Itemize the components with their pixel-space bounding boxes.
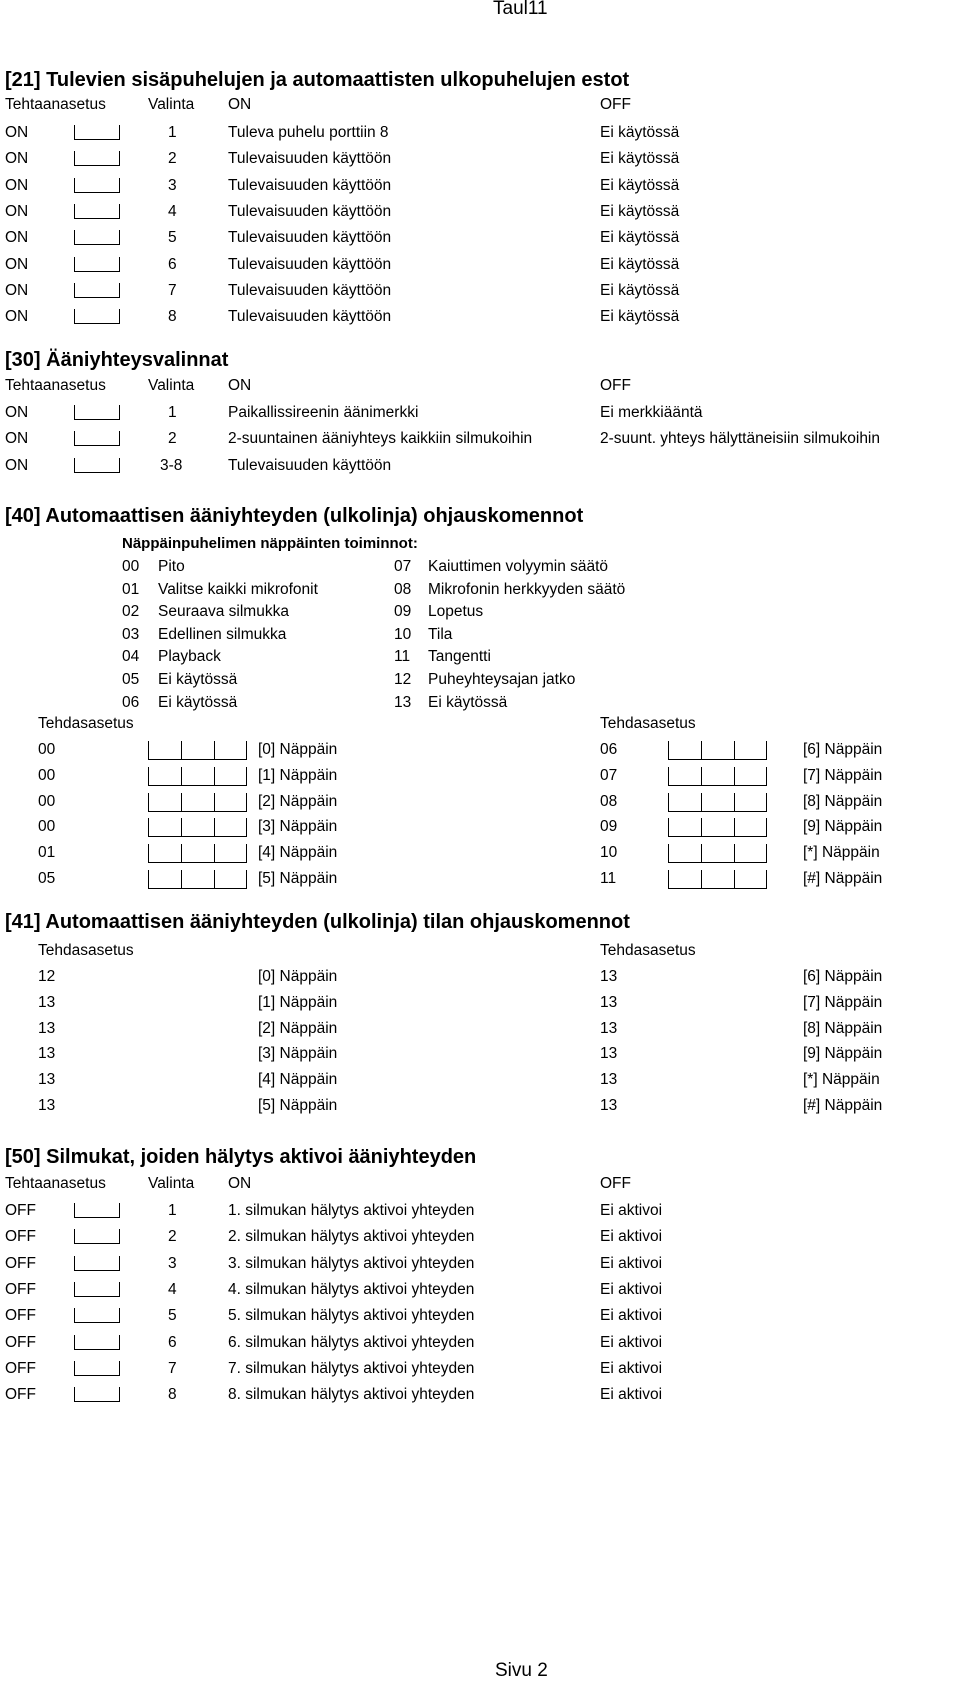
- option-number: 1: [168, 124, 177, 141]
- function-label: Mikrofonin herkkyyden säätö: [428, 580, 626, 598]
- key-label: [5] Näppäin: [258, 1097, 338, 1114]
- on-description: Tulevaisuuden käyttöön: [228, 255, 392, 273]
- key-label: [3] Näppäin: [258, 818, 338, 836]
- default-value: OFF: [5, 1254, 36, 1272]
- option-number: 4: [168, 1280, 177, 1298]
- function-label: Lopetus: [428, 603, 484, 621]
- section-title: [41] Automaattisen ääniyhteyden (ulkolinja) tilan ohjauskomennot: [5, 911, 630, 933]
- key-label: [6] Näppäin: [803, 741, 883, 758]
- entry-cell[interactable]: [214, 844, 247, 863]
- column-header: Valinta: [148, 377, 195, 394]
- key-label: [#] Näppäin: [803, 870, 883, 887]
- function-label: Tila: [428, 625, 453, 643]
- default-value: ON: [5, 404, 29, 421]
- off-description: Ei käytössä: [600, 202, 680, 220]
- column-header: Tehdasasetus: [38, 942, 134, 959]
- entry-cell[interactable]: [734, 844, 767, 863]
- column-header: OFF: [600, 1175, 631, 1192]
- key-label: [*] Näppäin: [803, 844, 880, 862]
- option-number: 5: [168, 1307, 177, 1325]
- default-value: 13: [38, 1097, 56, 1114]
- default-value: OFF: [5, 1359, 36, 1377]
- key-label: [0] Näppäin: [258, 741, 338, 758]
- function-label: Ei käytössä: [158, 671, 238, 688]
- selection-box[interactable]: [74, 1361, 120, 1376]
- section-subtitle: Näppäinpuhelimen näppäinten toiminnot:: [122, 535, 418, 552]
- default-value: 13: [600, 1045, 618, 1063]
- default-value: 11: [600, 870, 617, 887]
- entry-cell[interactable]: [701, 767, 734, 786]
- column-header: Tehdasasetus: [600, 715, 696, 732]
- on-description: 6. silmukan hälytys aktivoi yhteyden: [228, 1333, 475, 1351]
- key-label: [9] Näppäin: [803, 818, 883, 836]
- function-code: 08: [394, 580, 412, 598]
- default-value: 13: [38, 1019, 56, 1037]
- on-description: Tulevaisuuden käyttöön: [228, 150, 392, 168]
- default-value: OFF: [5, 1333, 36, 1351]
- entry-cell[interactable]: [181, 870, 214, 889]
- default-value: 07: [600, 766, 618, 784]
- key-label: [3] Näppäin: [258, 1045, 338, 1063]
- on-description: Paikallissireenin äänimerkki: [228, 404, 419, 421]
- default-value: 00: [38, 818, 56, 836]
- selection-box[interactable]: [74, 431, 120, 446]
- column-header: Tehdasasetus: [600, 942, 696, 959]
- column-header: Valinta: [148, 1175, 195, 1192]
- on-description: Tulevaisuuden käyttöön: [228, 176, 392, 194]
- entry-cell[interactable]: [181, 767, 214, 786]
- selection-box[interactable]: [74, 204, 120, 219]
- entry-cell[interactable]: [214, 818, 247, 837]
- off-description: Ei käytössä: [600, 150, 680, 168]
- section-title: [30] Ääniyhteysvalinnat: [5, 349, 229, 371]
- function-code: 12: [394, 671, 412, 688]
- default-value: ON: [5, 255, 29, 273]
- entry-cell[interactable]: [214, 741, 247, 760]
- default-value: ON: [5, 456, 29, 474]
- option-number: 6: [168, 1333, 177, 1351]
- default-value: 08: [600, 792, 618, 810]
- section-title: [21] Tulevien sisäpuhelujen ja automaattisten ulkopuhelujen estot: [5, 69, 630, 91]
- selection-box[interactable]: [74, 257, 120, 272]
- option-number: 8: [168, 1386, 177, 1404]
- on-description: 7. silmukan hälytys aktivoi yhteyden: [228, 1359, 475, 1377]
- column-header: ON: [228, 96, 252, 113]
- off-description: Ei käytössä: [600, 281, 680, 299]
- on-description: 3. silmukan hälytys aktivoi yhteyden: [228, 1254, 475, 1272]
- selection-box[interactable]: [74, 405, 120, 420]
- default-value: 00: [38, 766, 56, 784]
- key-label: [9] Näppäin: [803, 1045, 883, 1063]
- option-number: 8: [168, 308, 177, 326]
- selection-box[interactable]: [74, 178, 120, 193]
- function-code: 06: [122, 693, 140, 711]
- entry-cell[interactable]: [148, 870, 181, 889]
- selection-box[interactable]: [74, 151, 120, 166]
- default-value: ON: [5, 150, 29, 168]
- default-value: 06: [600, 741, 618, 758]
- entry-cell[interactable]: [148, 767, 181, 786]
- entry-cell[interactable]: [668, 818, 701, 837]
- selection-box[interactable]: [74, 1203, 120, 1218]
- entry-cell[interactable]: [734, 870, 767, 889]
- on-description: Tulevaisuuden käyttöön: [228, 308, 392, 326]
- option-number: 2: [168, 430, 177, 448]
- entry-cell[interactable]: [734, 741, 767, 760]
- off-description: Ei aktivoi: [600, 1280, 663, 1298]
- selection-box[interactable]: [74, 230, 120, 245]
- function-label: Tangentti: [428, 648, 491, 666]
- column-header: Tehtaanasetus: [5, 96, 106, 113]
- default-value: OFF: [5, 1307, 36, 1325]
- function-code: 00: [122, 558, 140, 575]
- on-description: Tulevaisuuden käyttöön: [228, 229, 392, 247]
- key-label: [#] Näppäin: [803, 1097, 883, 1114]
- function-code: 04: [122, 648, 140, 666]
- option-number: 7: [168, 1359, 177, 1377]
- entry-cell[interactable]: [734, 767, 767, 786]
- entry-cell[interactable]: [214, 870, 247, 889]
- option-number: 7: [168, 281, 177, 299]
- default-value: 12: [38, 968, 56, 985]
- on-description: 2-suuntainen ääniyhteys kaikkiin silmukoihin: [228, 430, 533, 448]
- column-header: ON: [228, 1175, 252, 1192]
- section-title: [40] Automaattisen ääniyhteyden (ulkolinja) ohjauskomennot: [5, 505, 584, 527]
- column-header: Tehtaanasetus: [5, 1175, 106, 1192]
- default-value: 10: [600, 844, 618, 862]
- column-header: Valinta: [148, 96, 195, 113]
- key-label: [7] Näppäin: [803, 766, 883, 784]
- column-header: OFF: [600, 377, 631, 394]
- selection-box[interactable]: [74, 1308, 120, 1323]
- default-value: 09: [600, 818, 618, 836]
- key-label: [1] Näppäin: [258, 766, 338, 784]
- off-description: Ei aktivoi: [600, 1333, 663, 1351]
- off-description: Ei käytössä: [600, 176, 680, 194]
- on-description: 4. silmukan hälytys aktivoi yhteyden: [228, 1280, 475, 1298]
- entry-cell[interactable]: [734, 818, 767, 837]
- entry-cell[interactable]: [668, 793, 701, 812]
- key-label: [8] Näppäin: [803, 792, 883, 810]
- default-value: 05: [38, 870, 56, 887]
- default-value: 13: [600, 1071, 618, 1089]
- off-description: Ei aktivoi: [600, 1254, 663, 1272]
- default-value: 00: [38, 741, 56, 758]
- entry-cell[interactable]: [148, 793, 181, 812]
- off-description: Ei aktivoi: [600, 1202, 663, 1219]
- default-value: 13: [600, 968, 618, 985]
- option-number: 1: [168, 1202, 177, 1219]
- option-number: 3: [168, 1254, 177, 1272]
- entry-cell[interactable]: [181, 844, 214, 863]
- column-header: ON: [228, 377, 252, 394]
- entry-cell[interactable]: [181, 818, 214, 837]
- key-label: [5] Näppäin: [258, 870, 338, 887]
- default-value: 13: [38, 1071, 56, 1089]
- default-value: ON: [5, 202, 29, 220]
- selection-box[interactable]: [74, 458, 120, 473]
- key-label: [2] Näppäin: [258, 1019, 338, 1037]
- off-description: 2-suunt. yhteys hälyttäneisiin silmukoihin: [600, 430, 880, 448]
- default-value: 13: [38, 1045, 56, 1063]
- default-value: OFF: [5, 1202, 36, 1219]
- function-code: 07: [394, 558, 412, 575]
- entry-cell[interactable]: [701, 793, 734, 812]
- selection-box[interactable]: [74, 1282, 120, 1297]
- function-code: 01: [122, 580, 140, 598]
- off-description: Ei käytössä: [600, 229, 680, 247]
- default-value: ON: [5, 176, 29, 194]
- entry-cell[interactable]: [701, 818, 734, 837]
- key-label: [2] Näppäin: [258, 792, 338, 810]
- option-number: 2: [168, 150, 177, 168]
- selection-box[interactable]: [74, 125, 120, 140]
- selection-box[interactable]: [74, 1387, 120, 1402]
- off-description: Ei käytössä: [600, 255, 680, 273]
- on-description: 5. silmukan hälytys aktivoi yhteyden: [228, 1307, 475, 1325]
- function-label: Seuraava silmukka: [158, 603, 289, 621]
- option-number: 3-8: [160, 456, 183, 474]
- entry-cell[interactable]: [668, 741, 701, 760]
- off-description: Ei aktivoi: [600, 1307, 663, 1325]
- on-description: Tulevaisuuden käyttöön: [228, 456, 392, 474]
- selection-box[interactable]: [74, 1256, 120, 1271]
- default-value: OFF: [5, 1386, 36, 1404]
- page-header: Taul11: [493, 0, 548, 19]
- default-value: 01: [38, 844, 56, 862]
- entry-cell[interactable]: [148, 818, 181, 837]
- off-description: Ei merkkiääntä: [600, 404, 703, 421]
- option-number: 2: [168, 1228, 177, 1246]
- entry-cell[interactable]: [701, 741, 734, 760]
- option-number: 5: [168, 229, 177, 247]
- off-description: Ei aktivoi: [600, 1386, 663, 1404]
- entry-cell[interactable]: [701, 870, 734, 889]
- function-label: Valitse kaikki mikrofonit: [158, 580, 318, 598]
- off-description: Ei käytössä: [600, 124, 680, 141]
- option-number: 4: [168, 202, 177, 220]
- key-label: [7] Näppäin: [803, 993, 883, 1011]
- entry-cell[interactable]: [701, 844, 734, 863]
- entry-cell[interactable]: [668, 767, 701, 786]
- default-value: ON: [5, 308, 29, 326]
- key-label: [4] Näppäin: [258, 1071, 338, 1089]
- page-footer: Sivu 2: [495, 1660, 548, 1681]
- default-value: 00: [38, 792, 56, 810]
- key-label: [8] Näppäin: [803, 1019, 883, 1037]
- on-description: Tuleva puhelu porttiin 8: [228, 124, 389, 141]
- key-label: [*] Näppäin: [803, 1071, 880, 1089]
- on-description: 1. silmukan hälytys aktivoi yhteyden: [228, 1202, 475, 1219]
- default-value: 13: [600, 993, 618, 1011]
- selection-box[interactable]: [74, 283, 120, 298]
- function-label: Puheyhteysajan jatko: [428, 671, 576, 688]
- default-value: ON: [5, 281, 29, 299]
- entry-cell[interactable]: [181, 793, 214, 812]
- key-label: [1] Näppäin: [258, 993, 338, 1011]
- key-label: [6] Näppäin: [803, 968, 883, 985]
- on-description: 2. silmukan hälytys aktivoi yhteyden: [228, 1228, 475, 1246]
- default-value: ON: [5, 430, 29, 448]
- function-code: 09: [394, 603, 412, 621]
- function-label: Kaiuttimen volyymin säätö: [428, 558, 609, 575]
- function-label: Ei käytössä: [428, 693, 508, 711]
- entry-cell[interactable]: [734, 793, 767, 812]
- option-number: 3: [168, 176, 177, 194]
- entry-cell[interactable]: [668, 870, 701, 889]
- section-title: [50] Silmukat, joiden hälytys aktivoi ääniyhteyden: [5, 1146, 477, 1168]
- selection-box[interactable]: [74, 1229, 120, 1244]
- off-description: Ei aktivoi: [600, 1359, 663, 1377]
- default-value: OFF: [5, 1280, 36, 1298]
- default-value: 13: [600, 1097, 618, 1114]
- entry-cell[interactable]: [214, 793, 247, 812]
- entry-cell[interactable]: [181, 741, 214, 760]
- default-value: ON: [5, 229, 29, 247]
- function-label: Edellinen silmukka: [158, 625, 287, 643]
- selection-box[interactable]: [74, 309, 120, 324]
- function-label: Pito: [158, 558, 185, 575]
- entry-cell[interactable]: [214, 767, 247, 786]
- function-code: 02: [122, 603, 140, 621]
- off-description: Ei käytössä: [600, 308, 680, 326]
- function-code: 05: [122, 671, 140, 688]
- key-label: [0] Näppäin: [258, 968, 338, 985]
- on-description: Tulevaisuuden käyttöön: [228, 202, 392, 220]
- on-description: Tulevaisuuden käyttöön: [228, 281, 392, 299]
- entry-cell[interactable]: [668, 844, 701, 863]
- key-label: [4] Näppäin: [258, 844, 338, 862]
- function-code: 11: [394, 648, 411, 666]
- option-number: 1: [168, 404, 177, 421]
- default-value: ON: [5, 124, 29, 141]
- column-header: Tehtaanasetus: [5, 377, 106, 394]
- off-description: Ei aktivoi: [600, 1228, 663, 1246]
- function-code: 13: [394, 693, 412, 711]
- default-value: 13: [38, 993, 56, 1011]
- column-header: Tehdasasetus: [38, 715, 134, 732]
- entry-cell[interactable]: [148, 741, 181, 760]
- column-header: OFF: [600, 96, 631, 113]
- function-label: Ei käytössä: [158, 693, 238, 711]
- on-description: 8. silmukan hälytys aktivoi yhteyden: [228, 1386, 475, 1404]
- function-code: 10: [394, 625, 412, 643]
- option-number: 6: [168, 255, 177, 273]
- function-label: Playback: [158, 648, 221, 666]
- selection-box[interactable]: [74, 1335, 120, 1350]
- function-code: 03: [122, 625, 140, 643]
- entry-cell[interactable]: [148, 844, 181, 863]
- default-value: OFF: [5, 1228, 36, 1246]
- default-value: 13: [600, 1019, 618, 1037]
